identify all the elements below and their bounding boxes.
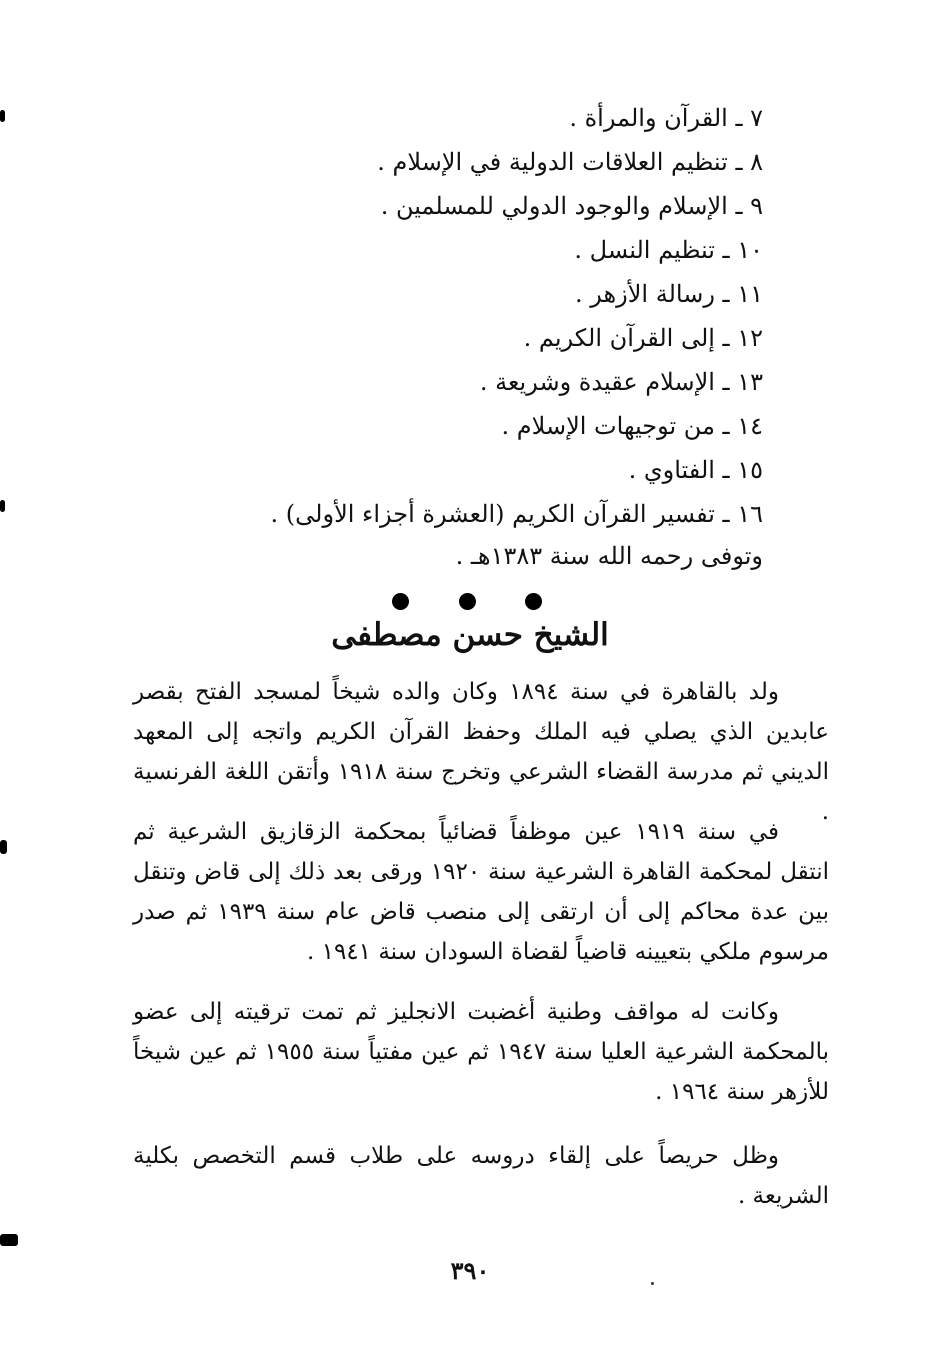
list-item: ١٥ ـ الفتاوي . [628,456,763,484]
separator-dot [525,593,542,610]
scan-speck [651,1282,654,1285]
paragraph: وكانت له مواقف وطنية أغضبت الانجليز ثم تمت ترقيته إلى عضو بالمحكمة الشرعية العليا سنة ١٩٤٧ ثم عين مفتياً سنة ١٩٥٥ ثم عين شيخاً للأزهر سنة ١٩٦٤ . [133,999,829,1105]
scan-edge-mark [0,500,5,512]
paragraph: ولد بالقاهرة في سنة ١٨٩٤ وكان والده شيخاً لمسجد الفتح بقصر عابدين الذي يصلي فيه الملك وحفظ القرآن الكريم واتجه إلى المعهد الديني ثم مدرسة القضاء الشرعي وتخرج سنة ١٩١٨ وأتقن اللغة الفرنسية . [133,679,829,825]
scan-edge-mark [0,110,5,122]
death-line: وتوفى رحمه الله سنة ١٣٨٣هـ . [455,542,763,570]
list-item: ٧ ـ القرآن والمرأة . [569,104,763,132]
book-list [203,96,763,536]
list-item: ١٦ ـ تفسير القرآن الكريم (العشرة أجزاء الأولى) . [270,500,763,528]
list-item: ١٢ ـ إلى القرآن الكريم . [523,324,763,352]
scan-edge-mark [0,1234,18,1246]
section-heading: الشيخ حسن مصطفى [331,617,609,653]
separator-dot [459,593,476,610]
section-separator [392,590,542,612]
list-item: ٩ ـ الإسلام والوجود الدولي للمسلمين . [380,192,763,220]
list-item: ١٣ ـ الإسلام عقيدة وشريعة . [479,368,763,396]
list-item: ١٠ ـ تنظيم النسل . [574,236,763,264]
paragraph: في سنة ١٩١٩ عين موظفاً قضائياً بمحكمة الزقازيق الشرعية ثم انتقل لمحكمة القاهرة الشرعية سنة ١٩٢٠ ورقى بعد ذلك إلى قاض وتنقل بين عدة محاكم إلى أن ارتقى إلى منصب قاض عام سنة ١٩٣٩ ثم صدر مرسوم ملكي بتعيينه قاضياً لقضاة السودان سنة ١٩٤١ . [133,819,829,965]
list-item: ١١ ـ رسالة الأزهر . [575,280,763,308]
page-number: ٣٩٠ [450,1256,490,1285]
separator-dot [392,593,409,610]
list-item: ٨ ـ تنظيم العلاقات الدولية في الإسلام . [377,148,763,176]
scan-edge-mark [0,840,7,854]
list-item: ١٤ ـ من توجيهات الإسلام . [501,412,763,440]
paragraph: وظل حريصاً على إلقاء دروسه على طلاب قسم التخصص بكلية الشريعة . [133,1143,829,1209]
